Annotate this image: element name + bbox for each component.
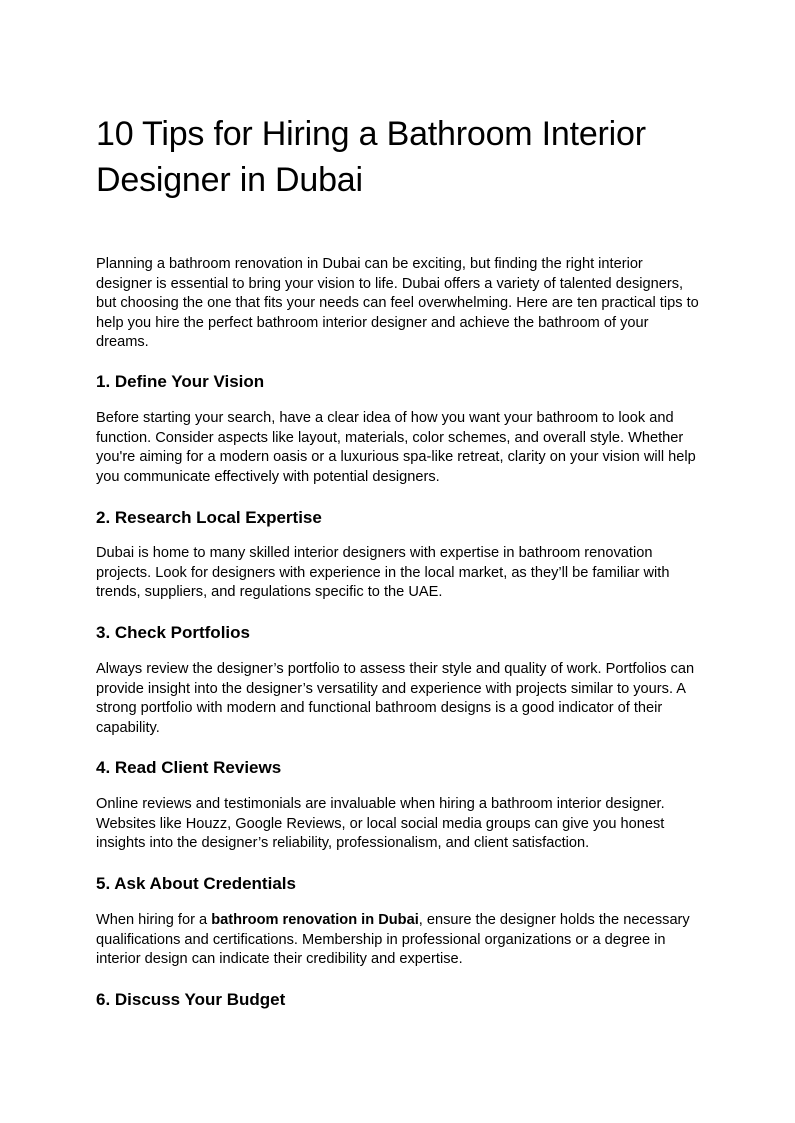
section-heading-credentials: 5. Ask About Credentials [96, 874, 296, 893]
section-body-client-reviews: Online reviews and testimonials are invaluable when hiring a bathroom interior designer. Websites like Houzz, Google Reviews, or local social media groups can give you honest insights into the designer’s reliability, professionalism, and client satisfaction. [96, 796, 665, 851]
intro-paragraph: Planning a bathroom renovation in Dubai can be exciting, but finding the right interior designer is essential to bring your vision to life. Dubai offers a variety of talented designers, but choosing the one that fits your needs can feel overwhelming. Here are ten practical tips to help you hire the perfect bathroom interior designer and achieve the bathroom of your dreams. [96, 256, 699, 350]
section-heading-define-vision: 1. Define Your Vision [96, 372, 265, 391]
section-heading-research-expertise: 2. Research Local Expertise [96, 508, 322, 527]
section-heading-budget: 6. Discuss Your Budget [96, 990, 286, 1009]
section-body-credentials [96, 911, 700, 970]
credentials-text-end: , ensure the designer holds the necessary qualifications and certifications. Membership in professional organizations or a degree in interior design can indicate their credibility and expertise. [96, 912, 690, 967]
section-body-research-expertise: Dubai is home to many skilled interior designers with expertise in bathroom renovation projects. Look for designers with experience in the local market, as they’ll be familiar with trends, suppliers, and regulations specific to the UAE. [96, 545, 670, 600]
section-body-define-vision: Before starting your search, have a clear idea of how you want your bathroom to look and function. Consider aspects like layout, materials, color schemes, and overall style. Whether you're aiming for a modern oasis or a luxurious spa-like retreat, clarity on your vision will help you communicate effectively with potential designers. [96, 410, 696, 485]
page-title: 10 Tips for Hiring a Bathroom Interior Designer in Dubai [96, 115, 646, 199]
section-heading-check-portfolios: 3. Check Portfolios [96, 623, 250, 642]
credentials-text-start: When hiring for a [96, 912, 212, 928]
section-body-check-portfolios: Always review the designer’s portfolio to assess their style and quality of work. Portfolios can provide insight into the designer’s versatility and experience with projects similar to yours. A strong portfolio with modern and functional bathroom designs is a good indicator of their capability. [96, 661, 695, 736]
bathroom-renovation-link-text: bathroom renovation in Dubai [211, 912, 419, 928]
section-heading-client-reviews: 4. Read Client Reviews [96, 758, 282, 777]
